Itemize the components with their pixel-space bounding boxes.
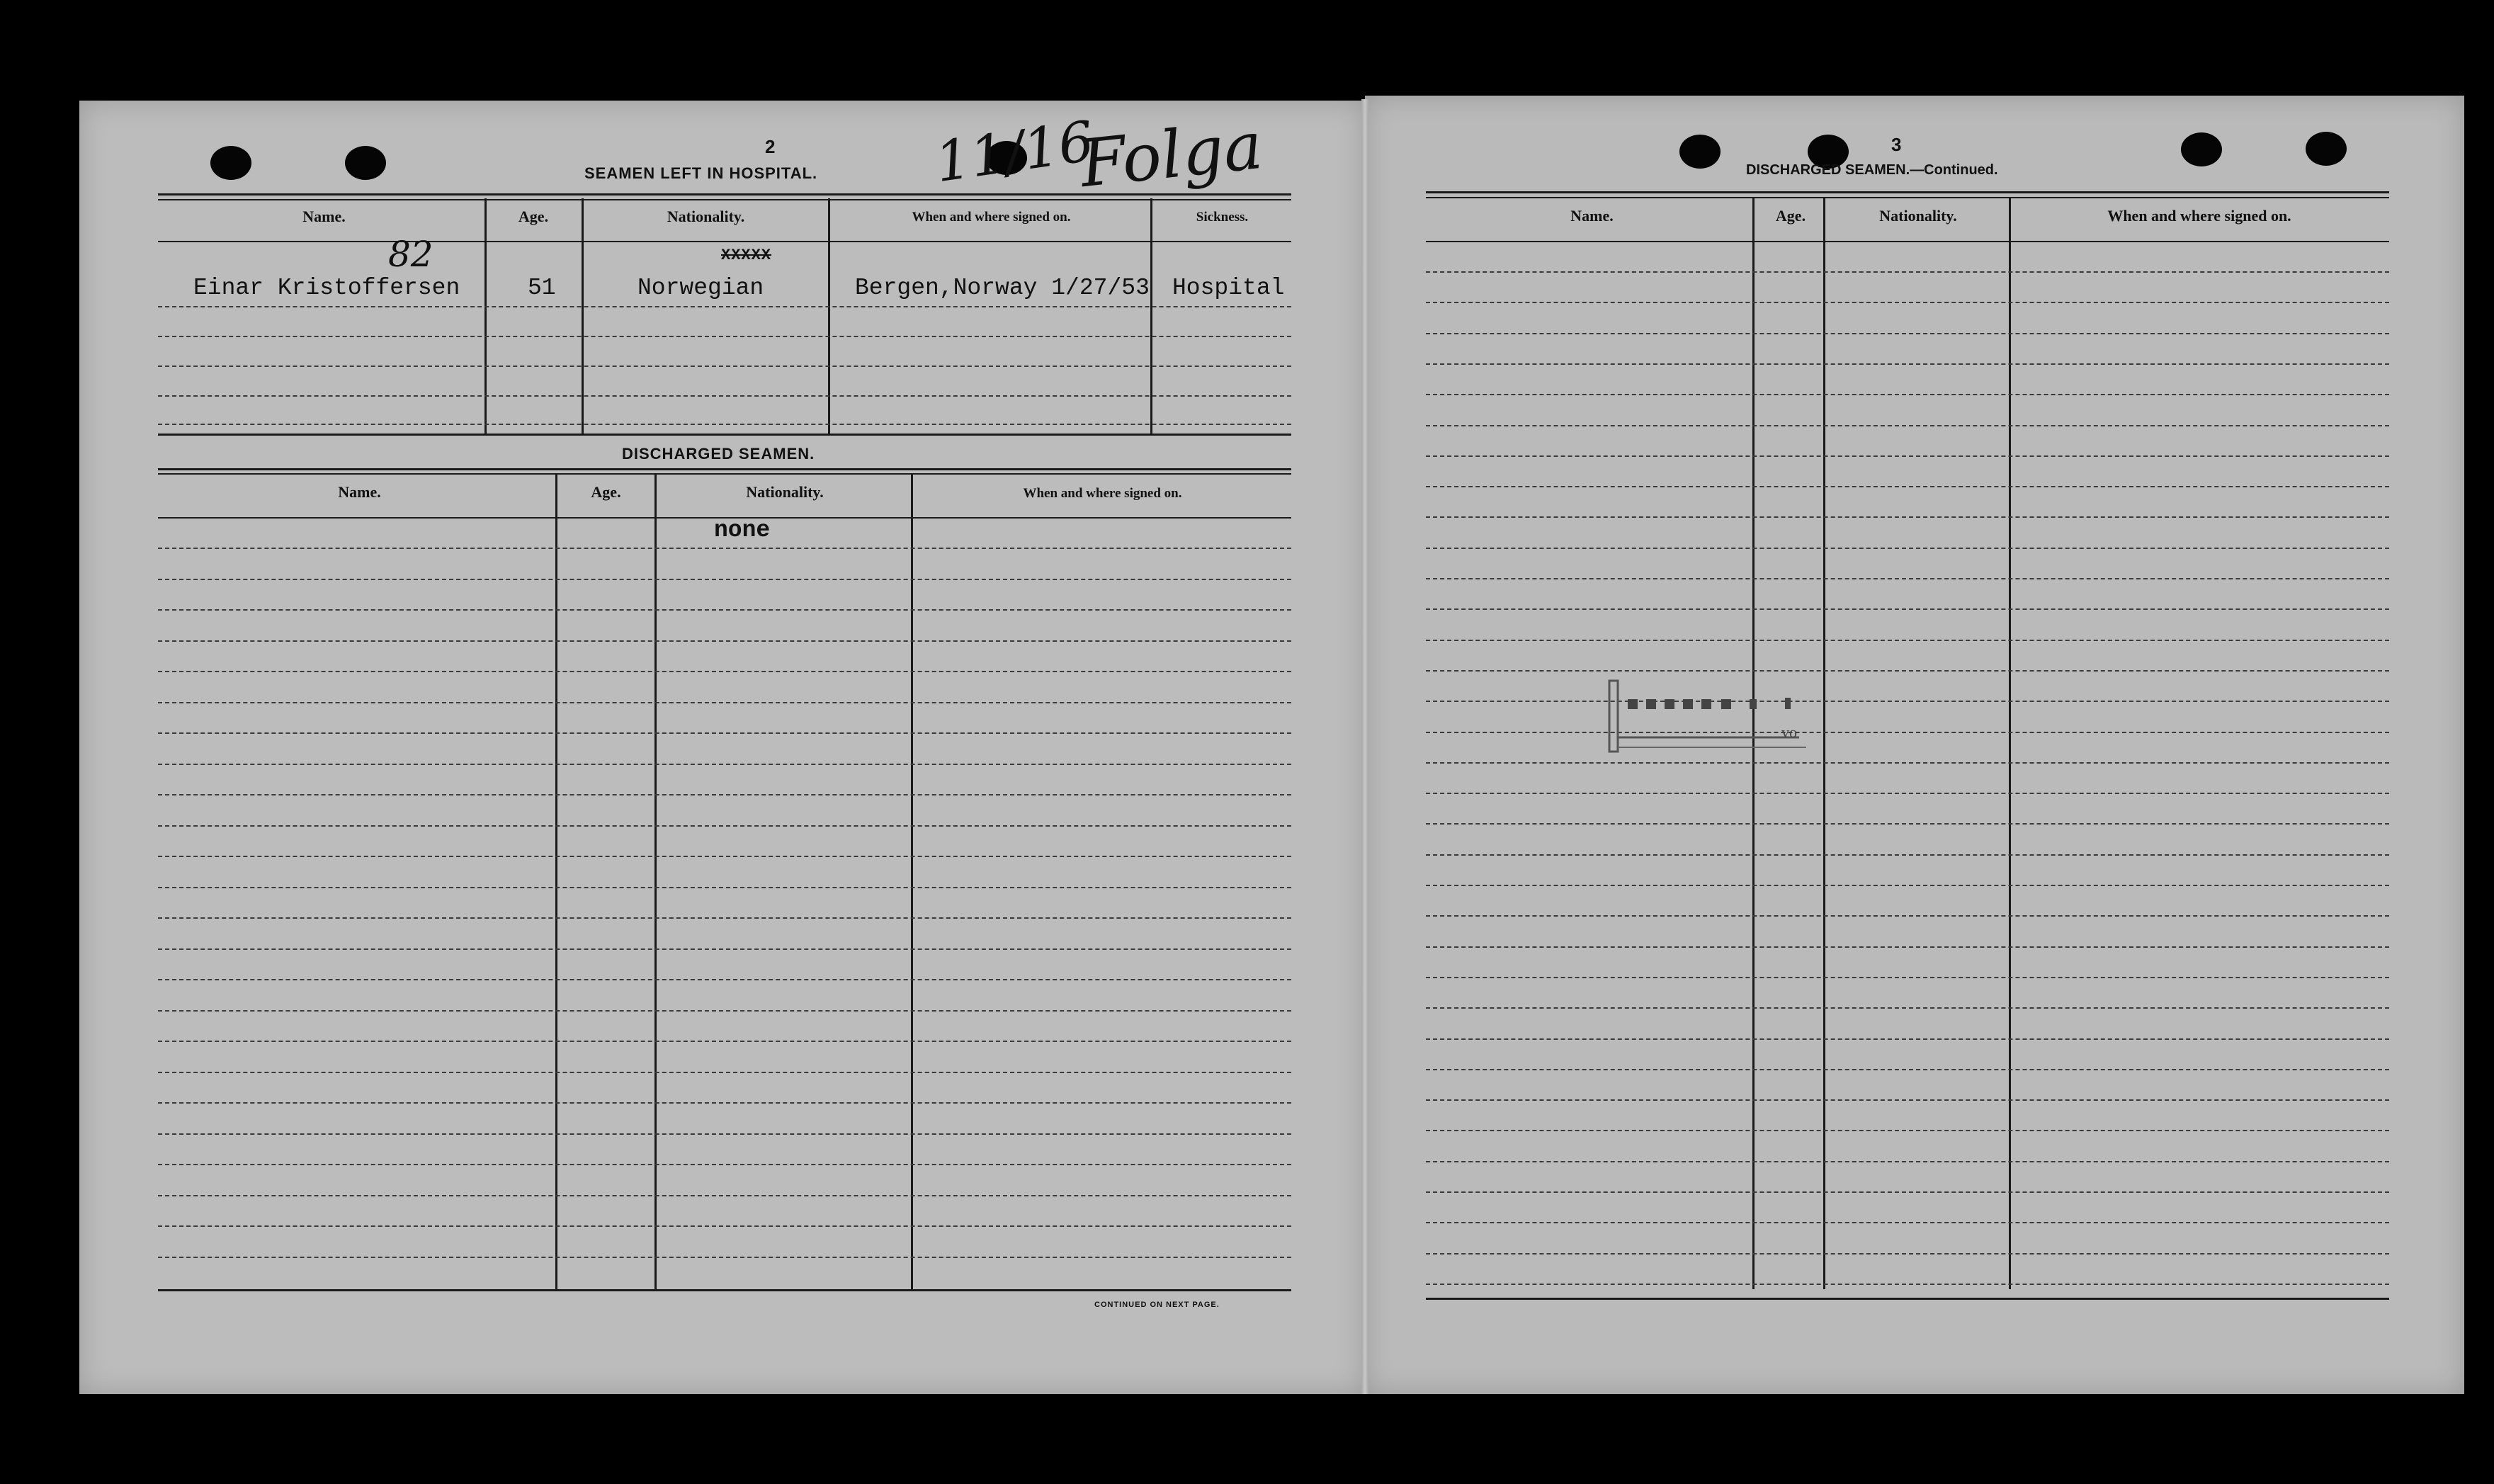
ruled-line <box>158 732 1291 734</box>
struck-nationality-text: XXXXX <box>721 247 772 264</box>
discharged-top-rule <box>158 434 1291 436</box>
discharged-section-title: DISCHARGED SEAMEN. <box>622 445 815 463</box>
ruled-line <box>158 948 1291 950</box>
page-fold <box>1361 99 1368 1394</box>
hospital-section-title: SEAMEN LEFT IN HOSPITAL. <box>584 164 818 182</box>
continued-footnote: CONTINUED ON NEXT PAGE. <box>1094 1301 1220 1309</box>
hospital-row-line <box>158 395 1291 397</box>
hospital-col-divider <box>828 198 830 434</box>
hospital-col-nationality: Nationality. <box>667 208 745 225</box>
ruled-line <box>1426 333 2389 334</box>
ruled-line <box>158 1257 1291 1258</box>
ruled-line <box>158 887 1291 888</box>
right-table-top-rule <box>1426 191 2389 193</box>
hospital-row-line <box>158 306 1291 307</box>
hospital-header-rule <box>158 241 1291 242</box>
ruled-line <box>1426 670 2389 672</box>
ruled-line <box>158 917 1291 919</box>
ruled-line <box>1426 548 2389 549</box>
discharged-none-entry: none <box>714 517 771 543</box>
ruled-line <box>158 702 1291 703</box>
ruled-line <box>158 1225 1291 1227</box>
ruled-line <box>1426 1161 2389 1162</box>
punch-hole <box>210 146 251 180</box>
hospital-col-signed-on: When and where signed on. <box>912 210 1071 225</box>
faint-stamp <box>1608 676 1820 769</box>
right-table-top-rule-2 <box>1426 197 2389 198</box>
ruled-line <box>158 856 1291 857</box>
ruled-line <box>1426 1284 2389 1285</box>
right-bottom-rule <box>1426 1298 2389 1300</box>
discharged-col-nationality: Nationality. <box>746 483 824 501</box>
ruled-line <box>1426 885 2389 886</box>
hospital-table-top-rule-2 <box>158 199 1291 200</box>
ruled-line <box>1426 363 2389 365</box>
hospital-col-age: Age. <box>518 208 549 225</box>
punch-hole <box>345 146 386 180</box>
ruled-line <box>1426 1069 2389 1070</box>
ruled-line <box>158 1195 1291 1196</box>
ruled-line <box>1426 394 2389 395</box>
discharged-col-divider <box>654 473 657 1289</box>
right-col-divider <box>1823 197 1825 1289</box>
ruled-line <box>158 1133 1291 1135</box>
discharged-table-top-rule-2 <box>158 473 1291 475</box>
ruled-line <box>158 1072 1291 1073</box>
ruled-line <box>1426 302 2389 303</box>
punch-hole <box>1679 135 1721 169</box>
handwritten-vessel-name: Folga <box>1077 107 1266 203</box>
ruled-line <box>158 671 1291 672</box>
ruled-line <box>158 1010 1291 1012</box>
discharged-bottom-rule <box>158 1289 1291 1291</box>
seaman-nationality: Norwegian <box>637 275 764 301</box>
ruled-line <box>158 979 1291 980</box>
seaman-signed-on: Bergen,Norway 1/27/53 <box>855 275 1150 301</box>
discharged-col-signed-on: When and where signed on. <box>1023 486 1182 501</box>
ruled-line <box>1426 608 2389 610</box>
ruled-line <box>158 1102 1291 1104</box>
ruled-line <box>1426 823 2389 825</box>
right-col-nationality: Nationality. <box>1879 207 1957 225</box>
right-page <box>1365 96 2464 1394</box>
ruled-line <box>158 609 1291 611</box>
handwritten-mark: 82 <box>388 234 433 275</box>
ruled-line <box>158 548 1291 549</box>
discharged-col-name: Name. <box>338 483 381 501</box>
hospital-col-name: Name. <box>302 208 346 225</box>
discharged-col-divider <box>911 473 913 1289</box>
ruled-line <box>158 1041 1291 1042</box>
hospital-col-divider <box>582 198 584 434</box>
svg-text:vo: vo <box>1781 723 1797 741</box>
punch-hole <box>2181 132 2222 166</box>
ruled-line <box>1426 1130 2389 1131</box>
right-col-signed-on: When and where signed on. <box>2107 207 2291 225</box>
ruled-line <box>158 794 1291 795</box>
seaman-age: 51 <box>528 275 556 301</box>
ruled-line <box>1426 854 2389 856</box>
ruled-line <box>1426 1191 2389 1193</box>
hospital-col-sickness: Sickness. <box>1196 210 1249 225</box>
ruled-line <box>1426 977 2389 978</box>
right-section-title: DISCHARGED SEAMEN.—Continued. <box>1746 162 1998 178</box>
ruled-line <box>1426 455 2389 457</box>
hospital-col-divider <box>1150 198 1152 434</box>
ruled-line <box>1426 271 2389 273</box>
ruled-line <box>158 1164 1291 1165</box>
seaman-name: Einar Kristoffersen <box>193 275 460 301</box>
ruled-line <box>158 640 1291 642</box>
hospital-col-divider <box>484 198 487 434</box>
ruled-line <box>1426 1253 2389 1254</box>
punch-hole <box>2306 132 2347 166</box>
seaman-sickness: Hospital <box>1172 275 1285 301</box>
ruled-line <box>158 764 1291 765</box>
ruled-line <box>1426 793 2389 794</box>
ruled-line <box>1426 425 2389 426</box>
right-col-age: Age. <box>1775 207 1806 225</box>
left-page-number: 2 <box>765 136 776 157</box>
right-col-divider <box>2009 197 2011 1289</box>
hospital-row-line <box>158 366 1291 367</box>
ruled-line <box>1426 578 2389 579</box>
ruled-line <box>1426 915 2389 917</box>
ruled-line <box>1426 762 2389 764</box>
right-col-name: Name. <box>1570 207 1614 225</box>
ruled-line <box>1426 516 2389 518</box>
discharged-col-age: Age. <box>591 483 621 501</box>
ruled-line <box>1426 1038 2389 1040</box>
ruled-line <box>1426 486 2389 487</box>
hospital-table-top-rule <box>158 193 1291 196</box>
ruled-line <box>1426 1007 2389 1009</box>
ruled-line <box>158 579 1291 580</box>
ruled-line <box>1426 1222 2389 1223</box>
ruled-line <box>1426 701 2389 702</box>
right-page-number: 3 <box>1891 134 1902 155</box>
ruled-line <box>1426 946 2389 948</box>
ruled-line <box>1426 640 2389 641</box>
discharged-table-top-rule <box>158 468 1291 470</box>
ruled-line <box>1426 1099 2389 1101</box>
discharged-col-divider <box>555 473 557 1289</box>
hospital-row-line <box>158 424 1291 425</box>
ruled-line <box>1426 732 2389 733</box>
ruled-line <box>158 825 1291 827</box>
handwritten-date: 11/16 <box>931 109 1098 196</box>
hospital-row-line <box>158 336 1291 337</box>
right-header-rule <box>1426 241 2389 242</box>
